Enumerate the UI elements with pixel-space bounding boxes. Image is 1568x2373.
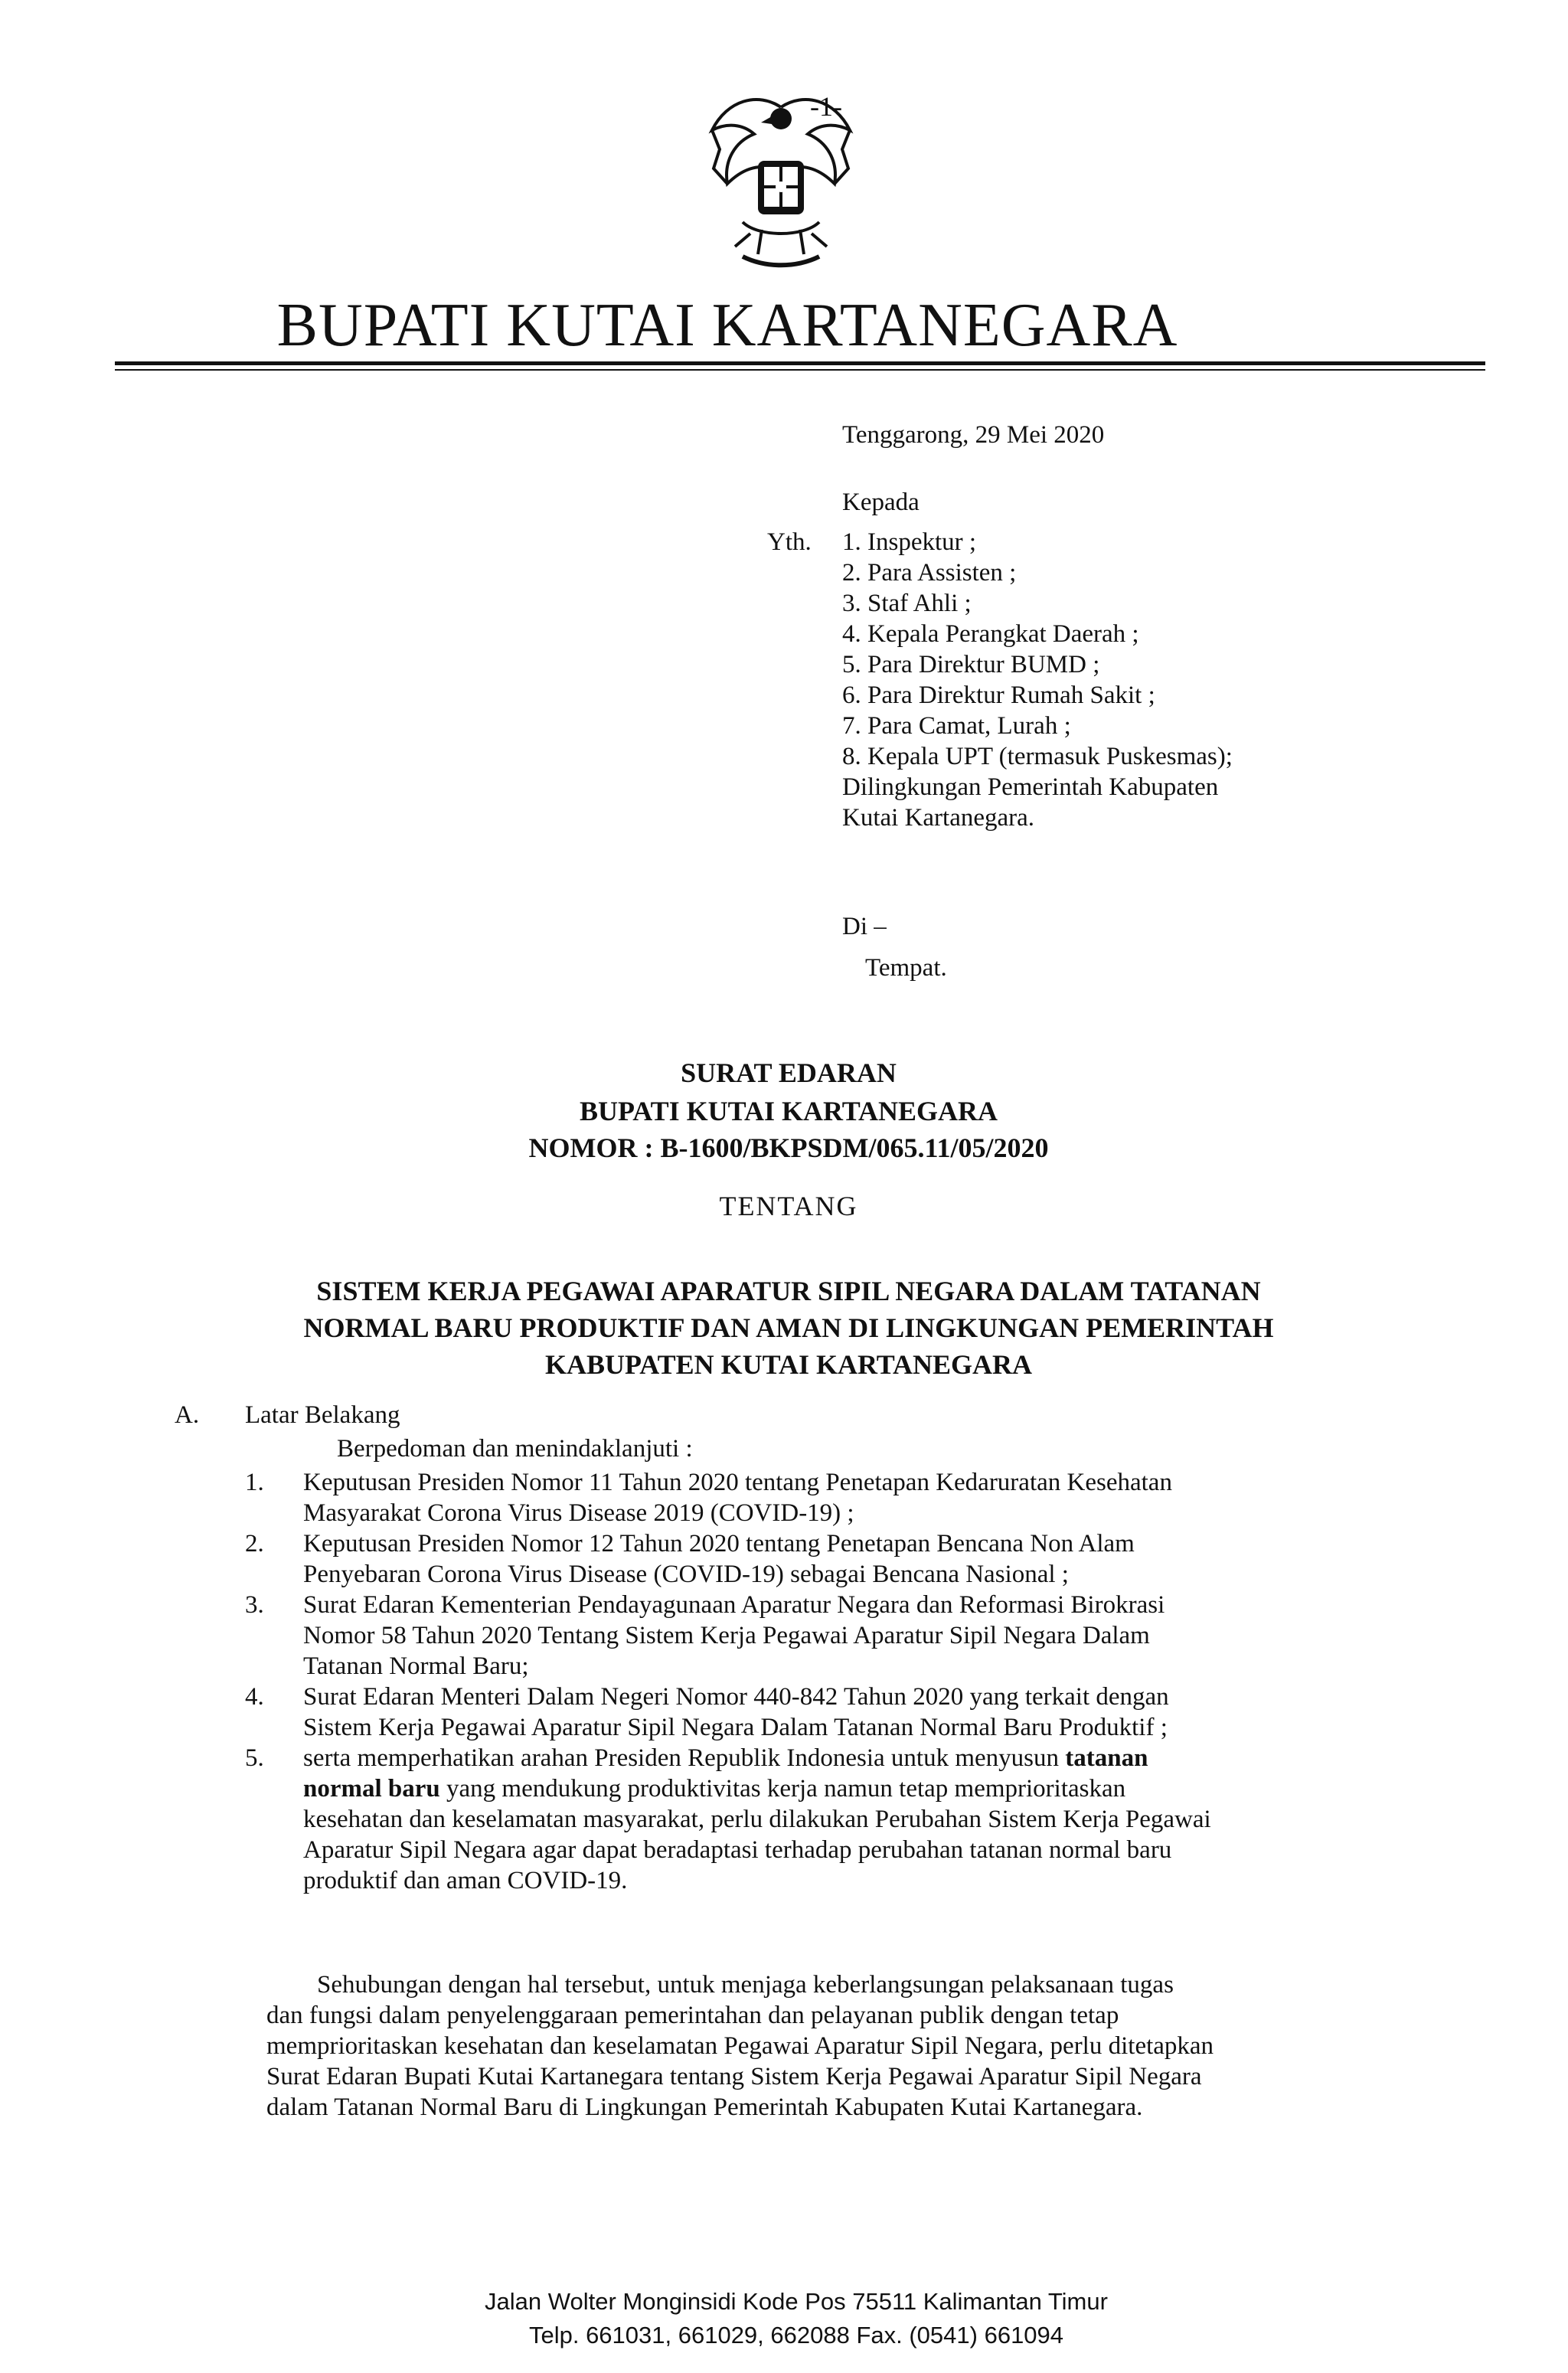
recipient-item: 2. Para Assisten ; — [842, 559, 1017, 587]
paragraph-line: dalam Tatanan Normal Baru di Lingkungan Pemerintah Kabupaten Kutai Kartanegara. — [266, 2094, 1143, 2121]
list-number: 4. — [245, 1683, 264, 1711]
recipient-item: 4. Kepala Perangkat Daerah ; — [842, 620, 1139, 648]
place-date: Tenggarong, 29 Mei 2020 — [842, 421, 1105, 449]
list-text: serta memperhatikan arahan Presiden Republik Indonesia untuk menyusun — [303, 1744, 1059, 1772]
list-line: Surat Edaran Menteri Dalam Negeri Nomor 440-842 Tahun 2020 yang terkait dengan — [303, 1683, 1169, 1711]
di-label: Di – — [842, 913, 887, 940]
footer-contact: Telp. 661031, 661029, 662088 Fax. (0541) 661094 — [528, 2322, 1064, 2348]
list-item — [245, 1467, 1432, 1528]
section-title: Latar Belakang — [245, 1401, 400, 1429]
yth-label: Yth. — [767, 528, 812, 556]
list-number: 5. — [245, 1744, 264, 1772]
recipient-item: 1. Inspektur ; — [842, 528, 977, 556]
letterhead-title: BUPATI KUTAI KARTANEGARA — [276, 292, 1178, 359]
list-item — [245, 1682, 1432, 1743]
letterhead-rule-thin — [115, 369, 1485, 371]
list-number: 3. — [245, 1591, 264, 1619]
paragraph-line: Sehubungan dengan hal tersebut, untuk menjaga keberlangsungan pelaksanaan tugas — [317, 1971, 1174, 1999]
recipient-item: Kutai Kartanegara. — [842, 804, 1035, 832]
list-line: produktif dan aman COVID-19. — [303, 1867, 628, 1894]
document-type: SURAT EDARAN — [681, 1057, 897, 1088]
recipient-item: 3. Staf Ahli ; — [842, 590, 972, 617]
list-line: Surat Edaran Kementerian Pendayagunaan Aparatur Negara dan Reformasi Birokrasi — [303, 1591, 1165, 1619]
list-item — [245, 1590, 1432, 1682]
list-number: 1. — [245, 1469, 264, 1496]
document-number: NOMOR : B-1600/BKPSDM/065.11/05/2020 — [528, 1133, 1049, 1163]
emphasis-text: normal baru — [303, 1775, 440, 1803]
recipient-item: 6. Para Direktur Rumah Sakit ; — [842, 682, 1155, 709]
tempat-label: Tempat. — [865, 954, 947, 982]
list-line: Keputusan Presiden Nomor 11 Tahun 2020 tentang Penetapan Kedaruratan Kesehatan — [303, 1469, 1172, 1496]
list-number: 2. — [245, 1530, 264, 1557]
subject-line: NORMAL BARU PRODUKTIF DAN AMAN DI LINGKUNGAN PEMERINTAH — [303, 1312, 1274, 1343]
emphasis-text: tatanan — [1065, 1744, 1148, 1772]
section-letter: A. — [175, 1401, 200, 1429]
recipient-item: 8. Kepala UPT (termasuk Puskesmas); — [842, 743, 1233, 770]
paragraph-line: dan fungsi dalam penyelenggaraan pemerintahan dan pelayanan publik dengan tetap — [266, 2002, 1119, 2029]
list-line: kesehatan dan keselamatan masyarakat, perlu dilakukan Perubahan Sistem Kerja Pegawai — [303, 1806, 1211, 1833]
list-line: Sistem Kerja Pegawai Aparatur Sipil Negara Dalam Tatanan Normal Baru Produktif ; — [303, 1714, 1168, 1741]
list-line: Keputusan Presiden Nomor 12 Tahun 2020 tentang Penetapan Bencana Non Alam — [303, 1530, 1135, 1557]
tentang-label: TENTANG — [719, 1191, 858, 1221]
list-text: yang mendukung produktivitas kerja namun tetap memprioritaskan — [446, 1775, 1126, 1803]
list-line: Tatanan Normal Baru; — [303, 1652, 529, 1680]
kepada-label: Kepada — [842, 489, 920, 516]
list-line — [303, 1743, 1432, 1773]
letterhead-rule-thick — [115, 361, 1485, 365]
list-line: Masyarakat Corona Virus Disease 2019 (COVID-19) ; — [303, 1499, 854, 1527]
paragraph-line: memprioritaskan kesehatan dan keselamatan Pegawai Aparatur Sipil Negara, perlu ditetapkan — [266, 2032, 1214, 2060]
paragraph-line: Surat Edaran Bupati Kutai Kartanegara tentang Sistem Kerja Pegawai Aparatur Sipil Negara — [266, 2063, 1202, 2090]
section-intro: Berpedoman dan menindaklanjuti : — [337, 1435, 693, 1463]
page-number: -1- — [810, 91, 842, 122]
footer-address: Jalan Wolter Monginsidi Kode Pos 75511 Kalimantan Timur — [485, 2288, 1108, 2315]
subject-line: SISTEM KERJA PEGAWAI APARATUR SIPIL NEGARA DALAM TATANAN — [316, 1276, 1261, 1306]
recipient-block — [842, 487, 1424, 833]
reference-list — [245, 1467, 1432, 1896]
list-line: Penyebaran Corona Virus Disease (COVID-19) sebagai Bencana Nasional ; — [303, 1561, 1069, 1588]
list-line: Aparatur Sipil Negara agar dapat beradaptasi terhadap perubahan tatanan normal baru — [303, 1836, 1172, 1864]
closing-paragraph — [266, 1969, 1430, 2123]
list-line — [303, 1773, 1432, 1804]
list-item — [245, 1743, 1432, 1896]
list-line: Nomor 58 Tahun 2020 Tentang Sistem Kerja Pegawai Aparatur Sipil Negara Dalam — [303, 1622, 1150, 1649]
letterhead-footer — [115, 2285, 1478, 2352]
subject-line: KABUPATEN KUTAI KARTANEGARA — [544, 1349, 1033, 1380]
recipient-item: 5. Para Direktur BUMD ; — [842, 651, 1100, 678]
issuer: BUPATI KUTAI KARTANEGARA — [579, 1096, 998, 1126]
list-item — [245, 1528, 1432, 1590]
recipient-item: Dilingkungan Pemerintah Kabupaten — [842, 773, 1219, 801]
recipient-item: 7. Para Camat, Lurah ; — [842, 712, 1071, 740]
document-subject — [115, 1273, 1462, 1383]
